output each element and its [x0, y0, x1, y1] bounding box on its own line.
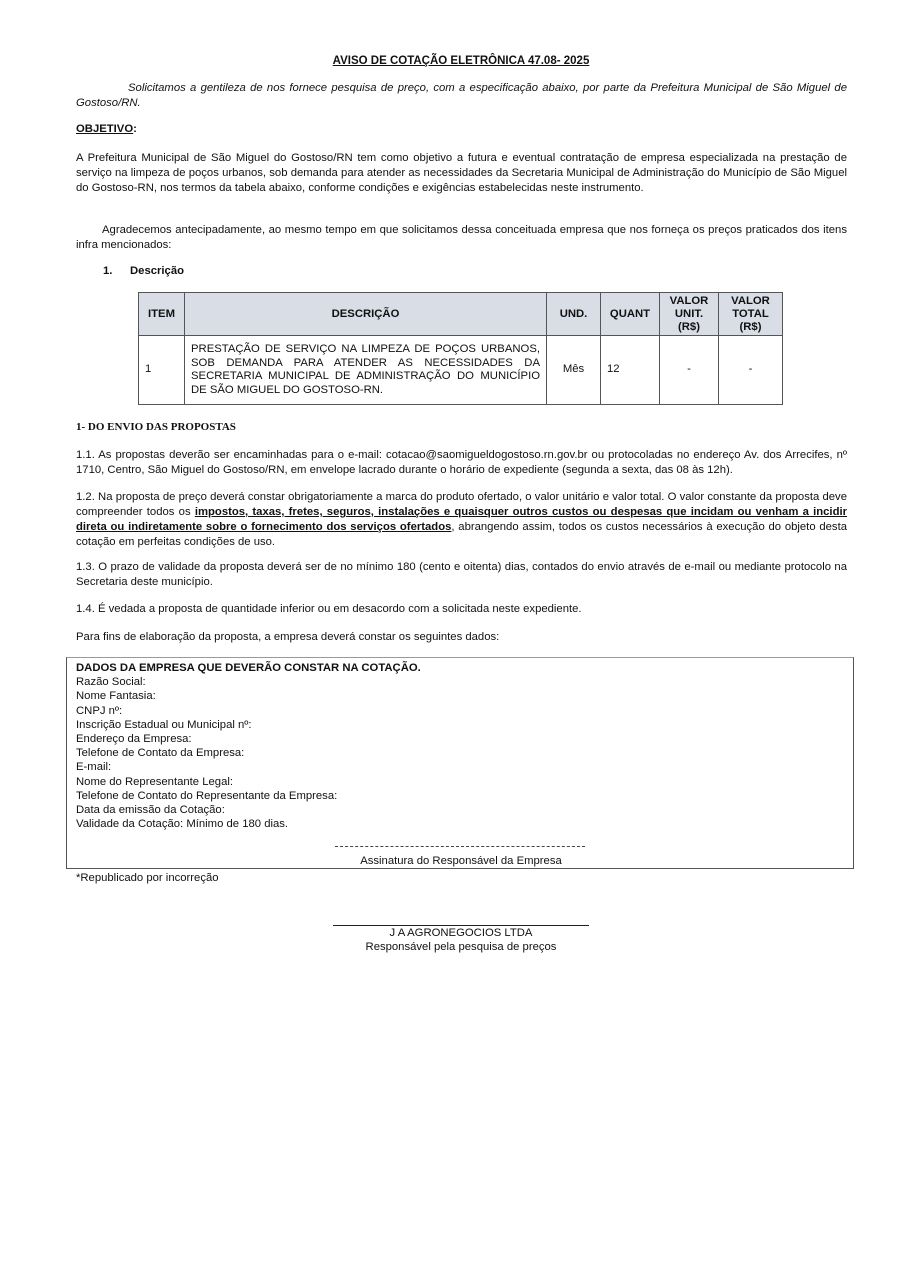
field-inscricao: Inscrição Estadual ou Municipal nº: [76, 718, 252, 731]
dados-empresa-heading: DADOS DA EMPRESA QUE DEVERÃO CONSTAR NA COTAÇÃO. [76, 662, 421, 674]
para-fins-paragraph: Para fins de elaboração da proposta, a empresa deverá constar os seguintes dados: [76, 631, 500, 643]
dados-empresa-fields [76, 661, 421, 831]
header-descricao: DESCRIÇÃO [185, 293, 547, 336]
cell-quant: 12 [601, 336, 660, 405]
header-item: ITEM [139, 293, 185, 336]
field-razao-social: Razão Social: [76, 676, 146, 689]
field-telefone-empresa: Telefone de Contato da Empresa: [76, 747, 245, 760]
objetivo-heading [76, 123, 137, 135]
header-und: UND. [547, 293, 601, 336]
header-valor-unit [660, 293, 719, 336]
header-valor-unit-line3: (R$) [678, 320, 700, 333]
cell-und: Mês [547, 336, 601, 405]
objetivo-colon: : [133, 123, 137, 135]
field-telefone-representante: Telefone de Contato do Representante da Empresa: [76, 789, 338, 802]
paragraph-1-4: 1.4. É vedada a proposta de quantidade inferior ou em desacordo com a solicitada neste expediente. [76, 603, 582, 615]
header-valor-total-line2: TOTAL [732, 307, 769, 320]
empresa-signature-label: Assinatura do Responsável da Empresa [360, 855, 562, 867]
field-validade: Validade da Cotação: Mínimo de 180 dias. [76, 818, 289, 831]
paragraph-1-2-emphasis: impostos, taxas, fretes, seguros, instalações e quaisquer outros custos ou despesas que incidam ou venham a incidir direta ou indiretamente sobre o fornecimento dos serviços ofertados [76, 506, 848, 533]
field-endereco: Endereço da Empresa: [76, 733, 192, 746]
empresa-signature-line [335, 846, 585, 847]
field-nome-fantasia: Nome Fantasia: [76, 690, 156, 703]
table-row [139, 336, 783, 405]
dados-empresa-box [66, 657, 854, 869]
header-valor-total-line3: (R$) [739, 320, 762, 333]
paragraph-1-2-start: 1.2. Na proposta de preço deverá constar obrigatoriamente a marca do produto ofertado, o valor unitário e valor total. O valor constante da proposta deve compreender todos os [76, 491, 847, 518]
field-email: E-mail: [76, 761, 112, 774]
items-table [138, 292, 783, 405]
cell-valor-unit: - [660, 336, 719, 405]
cell-item: 1 [139, 336, 185, 405]
header-valor-unit-line1: VALOR [669, 294, 709, 307]
table-header-row [139, 293, 783, 336]
republicado-note: *Republicado por incorreção [76, 872, 219, 884]
header-valor-total [719, 293, 783, 336]
paragraph-1-2 [76, 490, 847, 550]
signature-name: J A AGRONEGOCIOS LTDA [389, 927, 533, 939]
agradecimento-paragraph: Agradecemos antecipadamente, ao mesmo tempo em que solicitamos dessa conceituada empresa que nos forneça os preços praticados dos itens infra mencionados: [76, 224, 847, 251]
objetivo-heading-text: OBJETIVO [76, 123, 134, 135]
paragraph-1-1: 1.1. As propostas deverão ser encaminhadas para o e-mail: cotacao@saomigueldogostoso.rn.gov.br ou protocoladas no endereço Av. dos Arrecifes, nº 1710, Centro, São Miguel do Gostoso/RN, em envelope lacrado durante o horário de expediente (segunda a sexta, das 08 às 12h). [76, 449, 847, 476]
signature-line [333, 925, 589, 926]
header-valor-unit-line2: UNIT. [674, 307, 704, 320]
paragraph-1-3: 1.3. O prazo de validade da proposta deverá ser de no mínimo 180 (cento e oitenta) dias, contados do envio através de e-mail ou mediante protocolo na Secretaria deste município. [76, 561, 847, 588]
descricao-label: Descrição [130, 265, 185, 277]
document-title: AVISO DE COTAÇÃO ELETRÔNICA 47.08- 2025 [332, 55, 590, 67]
field-representante: Nome do Representante Legal: [76, 775, 234, 788]
field-cnpj: CNPJ nº: [76, 704, 123, 717]
intro-paragraph: Solicitamos a gentileza de nos fornece pesquisa de preço, com a especificação abaixo, por parte da Prefeitura Municipal de São Miguel de Gostoso/RN. [76, 82, 847, 109]
header-valor-total-line1: VALOR [731, 294, 770, 307]
envio-heading: 1- DO ENVIO DAS PROPOSTAS [76, 421, 236, 433]
cell-valor-total: - [719, 336, 783, 405]
cell-descricao: PRESTAÇÃO DE SERVIÇO NA LIMPEZA DE POÇOS URBANOS, SOB DEMANDA PARA ATENDER AS NECESSIDADES DA SECRETARIA MUNICIPAL DE ADMINISTRAÇÃO DO MUNICÍPIO DE SÃO MIGUEL DO GOSTOSO-RN. [185, 336, 547, 405]
objetivo-paragraph: A Prefeitura Municipal de São Miguel do Gostoso/RN tem como objetivo a futura e eventual contratação de empresa especializada na prestação de serviço na limpeza de poços urbanos, sob demanda para atender as necessidades da Secretaria Municipal de Administração do Município de São Miguel do Gostoso-RN, nos termos da tabela abaixo, conforme condições e exigências estabelecidas neste instrumento. [76, 152, 847, 194]
descricao-number: 1. [103, 265, 113, 277]
signature-role: Responsável pela pesquisa de preços [365, 941, 557, 953]
paragraph-1-2-end: , abrangendo assim, todos os custos necessários à execução do objeto desta cotação em perfeitas condições de uso. [76, 521, 848, 548]
header-quant: QUANT [601, 293, 660, 336]
descricao-heading [103, 265, 184, 277]
field-data-emissao: Data da emissão da Cotação: [76, 804, 225, 817]
